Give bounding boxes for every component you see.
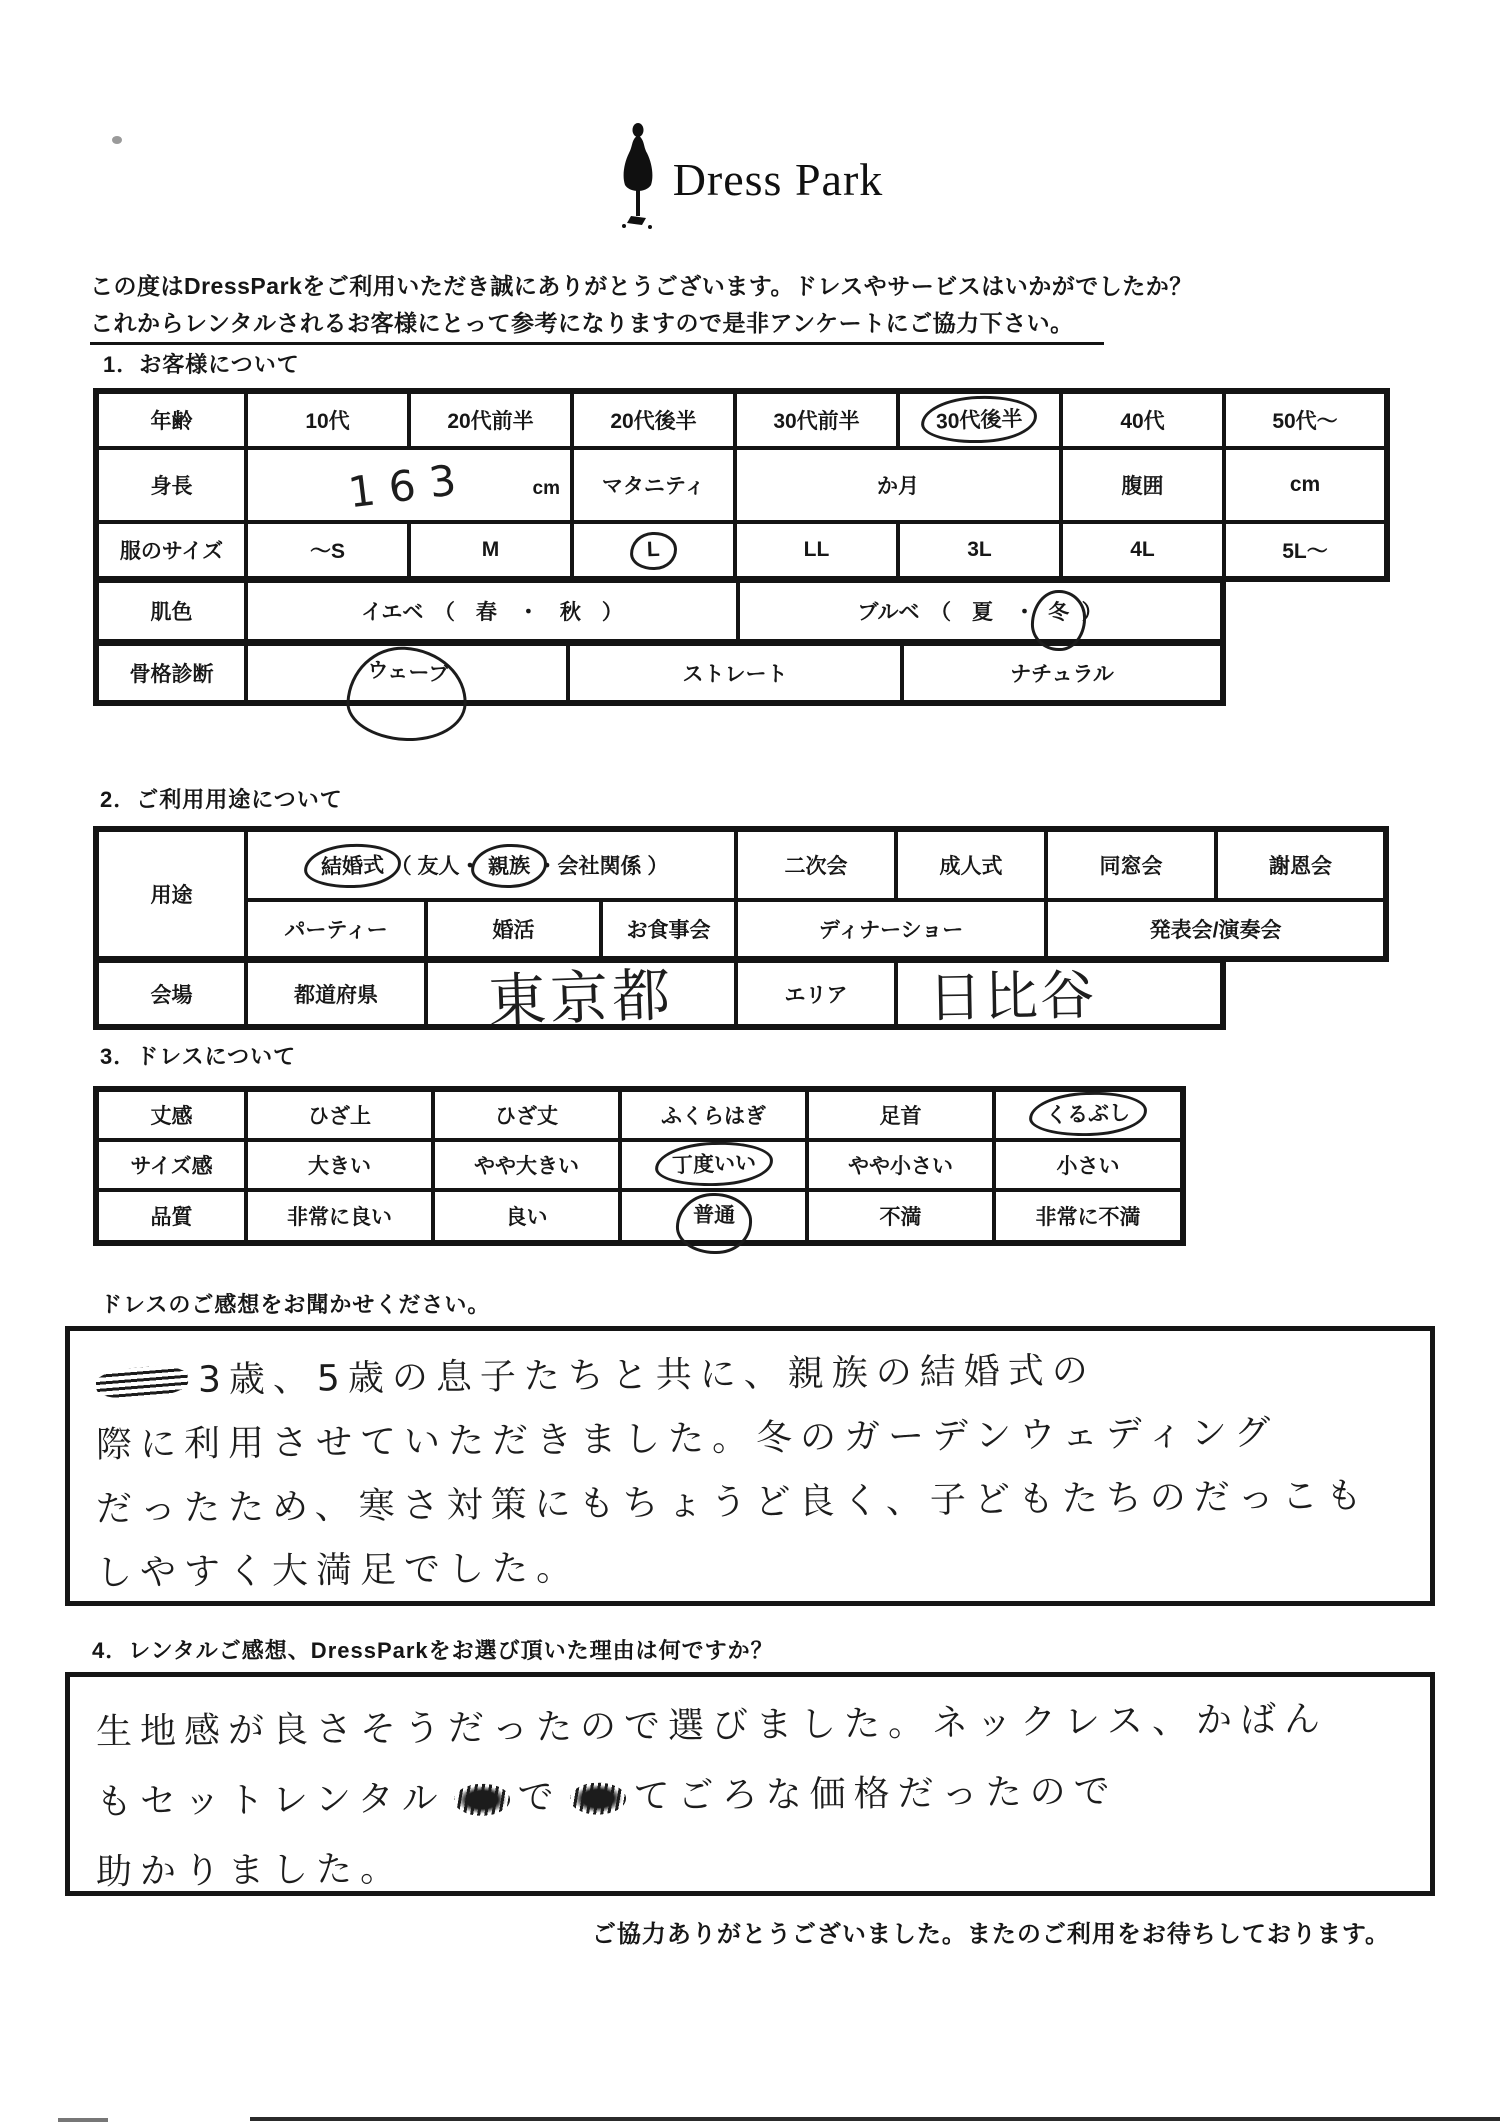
waist-unit: cm (1224, 448, 1387, 522)
option-age: 20代前半 (409, 391, 572, 448)
size-row (96, 522, 1387, 579)
length-label: 丈感 (96, 1089, 246, 1140)
venue-row (96, 960, 1223, 1027)
age-row (96, 391, 1387, 448)
option-size: 5L～ (1224, 522, 1387, 579)
feedback2-box (65, 1672, 1435, 1896)
option-quality-selected (620, 1190, 807, 1243)
waist-label: 腹囲 (1061, 448, 1224, 522)
purpose-label: 用途 (96, 829, 246, 959)
maternity-label: マタニティ (572, 448, 735, 522)
option-quality: 良い (433, 1190, 620, 1243)
skin-label: 肌色 (96, 580, 246, 642)
customer-table-group (93, 388, 1390, 706)
option-skeleton: ナチュラル (902, 643, 1223, 703)
feedback1-box (65, 1326, 1435, 1606)
maternity-months-cell: か月 (735, 448, 1061, 522)
skeleton-label: 骨格診断 (96, 643, 246, 703)
prefecture-label: 都道府県 (246, 960, 426, 1027)
option-age: 40代 (1061, 391, 1224, 448)
dress-form-icon (617, 122, 659, 237)
skeleton-row (96, 643, 1223, 703)
feedback1-prompt: ドレスのご感想をお聞かせください。 (100, 1292, 491, 1317)
section2-heading: 2．ご利用用途について (100, 787, 343, 812)
handwritten-line: しやすく大満足でした。 (95, 1547, 581, 1594)
customer-table (93, 388, 1390, 582)
selection-circle: 親族 (470, 843, 547, 890)
scan-artifact-line (58, 2118, 108, 2122)
option-size: ～S (246, 522, 409, 579)
selection-circle: ウェーブ (345, 644, 470, 744)
quality-row (96, 1190, 1183, 1243)
option-quality: 非常に不満 (994, 1190, 1183, 1243)
length-row (96, 1089, 1183, 1140)
prefecture-value: 東京都 (426, 960, 736, 1027)
option-age: 30代前半 (735, 391, 898, 448)
option-length: ひざ上 (246, 1089, 433, 1140)
option-size-selected (572, 522, 735, 579)
venue-label: 会場 (96, 960, 246, 1027)
skin-row (96, 580, 1223, 642)
dress-table (93, 1086, 1186, 1246)
footer-thanks: ご協力ありがとうございました。またのご利用をお待ちしております。 (591, 1921, 1390, 1948)
usage-row-1 (96, 829, 1386, 900)
option-usage: 発表会/演奏会 (1046, 900, 1386, 959)
selection-circle: くるぶし (1028, 1090, 1147, 1138)
option-size: 3L (898, 522, 1061, 579)
selection-circle: L (629, 531, 677, 571)
usage-table-group (93, 826, 1389, 1036)
option-age: 10代 (246, 391, 409, 448)
selection-circle: 30代後半 (921, 393, 1039, 444)
option-length: ふくらはぎ (620, 1089, 807, 1140)
option-fit: やや小さい (807, 1140, 994, 1190)
fit-label: サイズ感 (96, 1140, 246, 1190)
fit-row (96, 1140, 1183, 1190)
section3-heading: 3．ドレスについて (100, 1044, 297, 1069)
option-wedding: 結婚式 （ 友人・ 親族 ・会社関係 ） (246, 829, 736, 900)
height-label: 身長 (96, 448, 246, 522)
age-label: 年齢 (96, 391, 246, 448)
strikethrough-scribble (95, 1364, 189, 1401)
option-skin-blue: ブルベ （ 夏 ・ 冬 ） (738, 580, 1223, 642)
option-usage: 二次会 (736, 829, 896, 900)
option-fit: 小さい (994, 1140, 1183, 1190)
option-size: M (409, 522, 572, 579)
section1-heading: 1．お客様について (103, 352, 300, 377)
selection-circle: 丁度いい (654, 1140, 773, 1188)
option-usage: 婚活 (426, 900, 601, 959)
selection-circle: 冬 (1030, 590, 1086, 652)
handwritten-line: 3歳、5歳の息子たちと共に、親族の結婚式の (96, 1336, 1405, 1414)
dress-table-group (93, 1086, 1186, 1246)
option-skeleton-selected (246, 643, 568, 703)
option-fit-selected (620, 1140, 807, 1190)
option-skeleton: ストレート (568, 643, 902, 703)
option-usage: ディナーショー (736, 900, 1046, 959)
option-usage: 謝恩会 (1216, 829, 1386, 900)
option-quality: 不満 (807, 1190, 994, 1243)
option-skin-yellow: イエベ （ 春 ・ 秋 ） (246, 580, 738, 642)
height-unit: cm (532, 478, 560, 499)
size-label: 服のサイズ (96, 522, 246, 579)
ink-blot (570, 1782, 626, 1815)
option-size: 4L (1061, 522, 1224, 579)
venue-table (93, 957, 1226, 1036)
usage-row-2 (96, 900, 1386, 959)
area-label: エリア (736, 960, 896, 1027)
quality-label: 品質 (96, 1190, 246, 1243)
selection-circle: 結婚式 (303, 842, 401, 889)
handwritten-line: 際に利用させていただきました。冬のガーデンウェディング (95, 1412, 1279, 1466)
option-length-selected (994, 1089, 1183, 1140)
option-usage: パーティー (246, 900, 426, 959)
option-fit: 大きい (246, 1140, 433, 1190)
option-length: 足首 (807, 1089, 994, 1140)
option-fit: やや大きい (433, 1140, 620, 1190)
height-row (96, 448, 1387, 522)
option-usage: 成人式 (896, 829, 1046, 900)
option-quality: 非常に良い (246, 1190, 433, 1243)
skin-tone-table (93, 577, 1226, 645)
height-value: 163 (345, 453, 473, 517)
option-size: LL (735, 522, 898, 579)
logo (0, 122, 1500, 237)
section4-heading: 4．レンタルご感想、DressParkをお選び頂いた理由は何ですか？ (92, 1638, 774, 1663)
option-age: 50代～ (1224, 391, 1387, 448)
selection-circle: 普通 (675, 1192, 752, 1254)
handwritten-line: もセットレンタル で てごろな価格だったので (95, 1771, 1118, 1823)
usage-table (93, 826, 1389, 962)
option-usage: 同窓会 (1046, 829, 1216, 900)
scan-artifact-line (250, 2117, 1500, 2121)
option-usage: お食事会 (601, 900, 736, 959)
handwritten-line: だったため、寒さ対策にもちょうど良く、子どもたちのだっこも (95, 1475, 1371, 1530)
option-length: ひざ丈 (433, 1089, 620, 1140)
option-age: 20代後半 (572, 391, 735, 448)
handwritten-line: 生地感が良さそうだったので選びました。ネックレス、かばん (95, 1698, 1329, 1753)
height-value-cell (246, 448, 572, 522)
option-age-selected (898, 391, 1061, 448)
handwritten-line: 助かりました。 (95, 1848, 405, 1893)
brand-name: Dress Park (672, 154, 884, 205)
intro-line-2: これからレンタルされるお客様にとって参考になりますので是非アンケートにご協力下さい。 (90, 305, 1104, 345)
ink-blot (454, 1784, 510, 1817)
intro-line-1: この度はDressParkをご利用いただき誠にありがとうございます。ドレスやサービスはいかがでしたか？ (90, 273, 1193, 299)
area-value: 日比谷 (896, 960, 1223, 1027)
